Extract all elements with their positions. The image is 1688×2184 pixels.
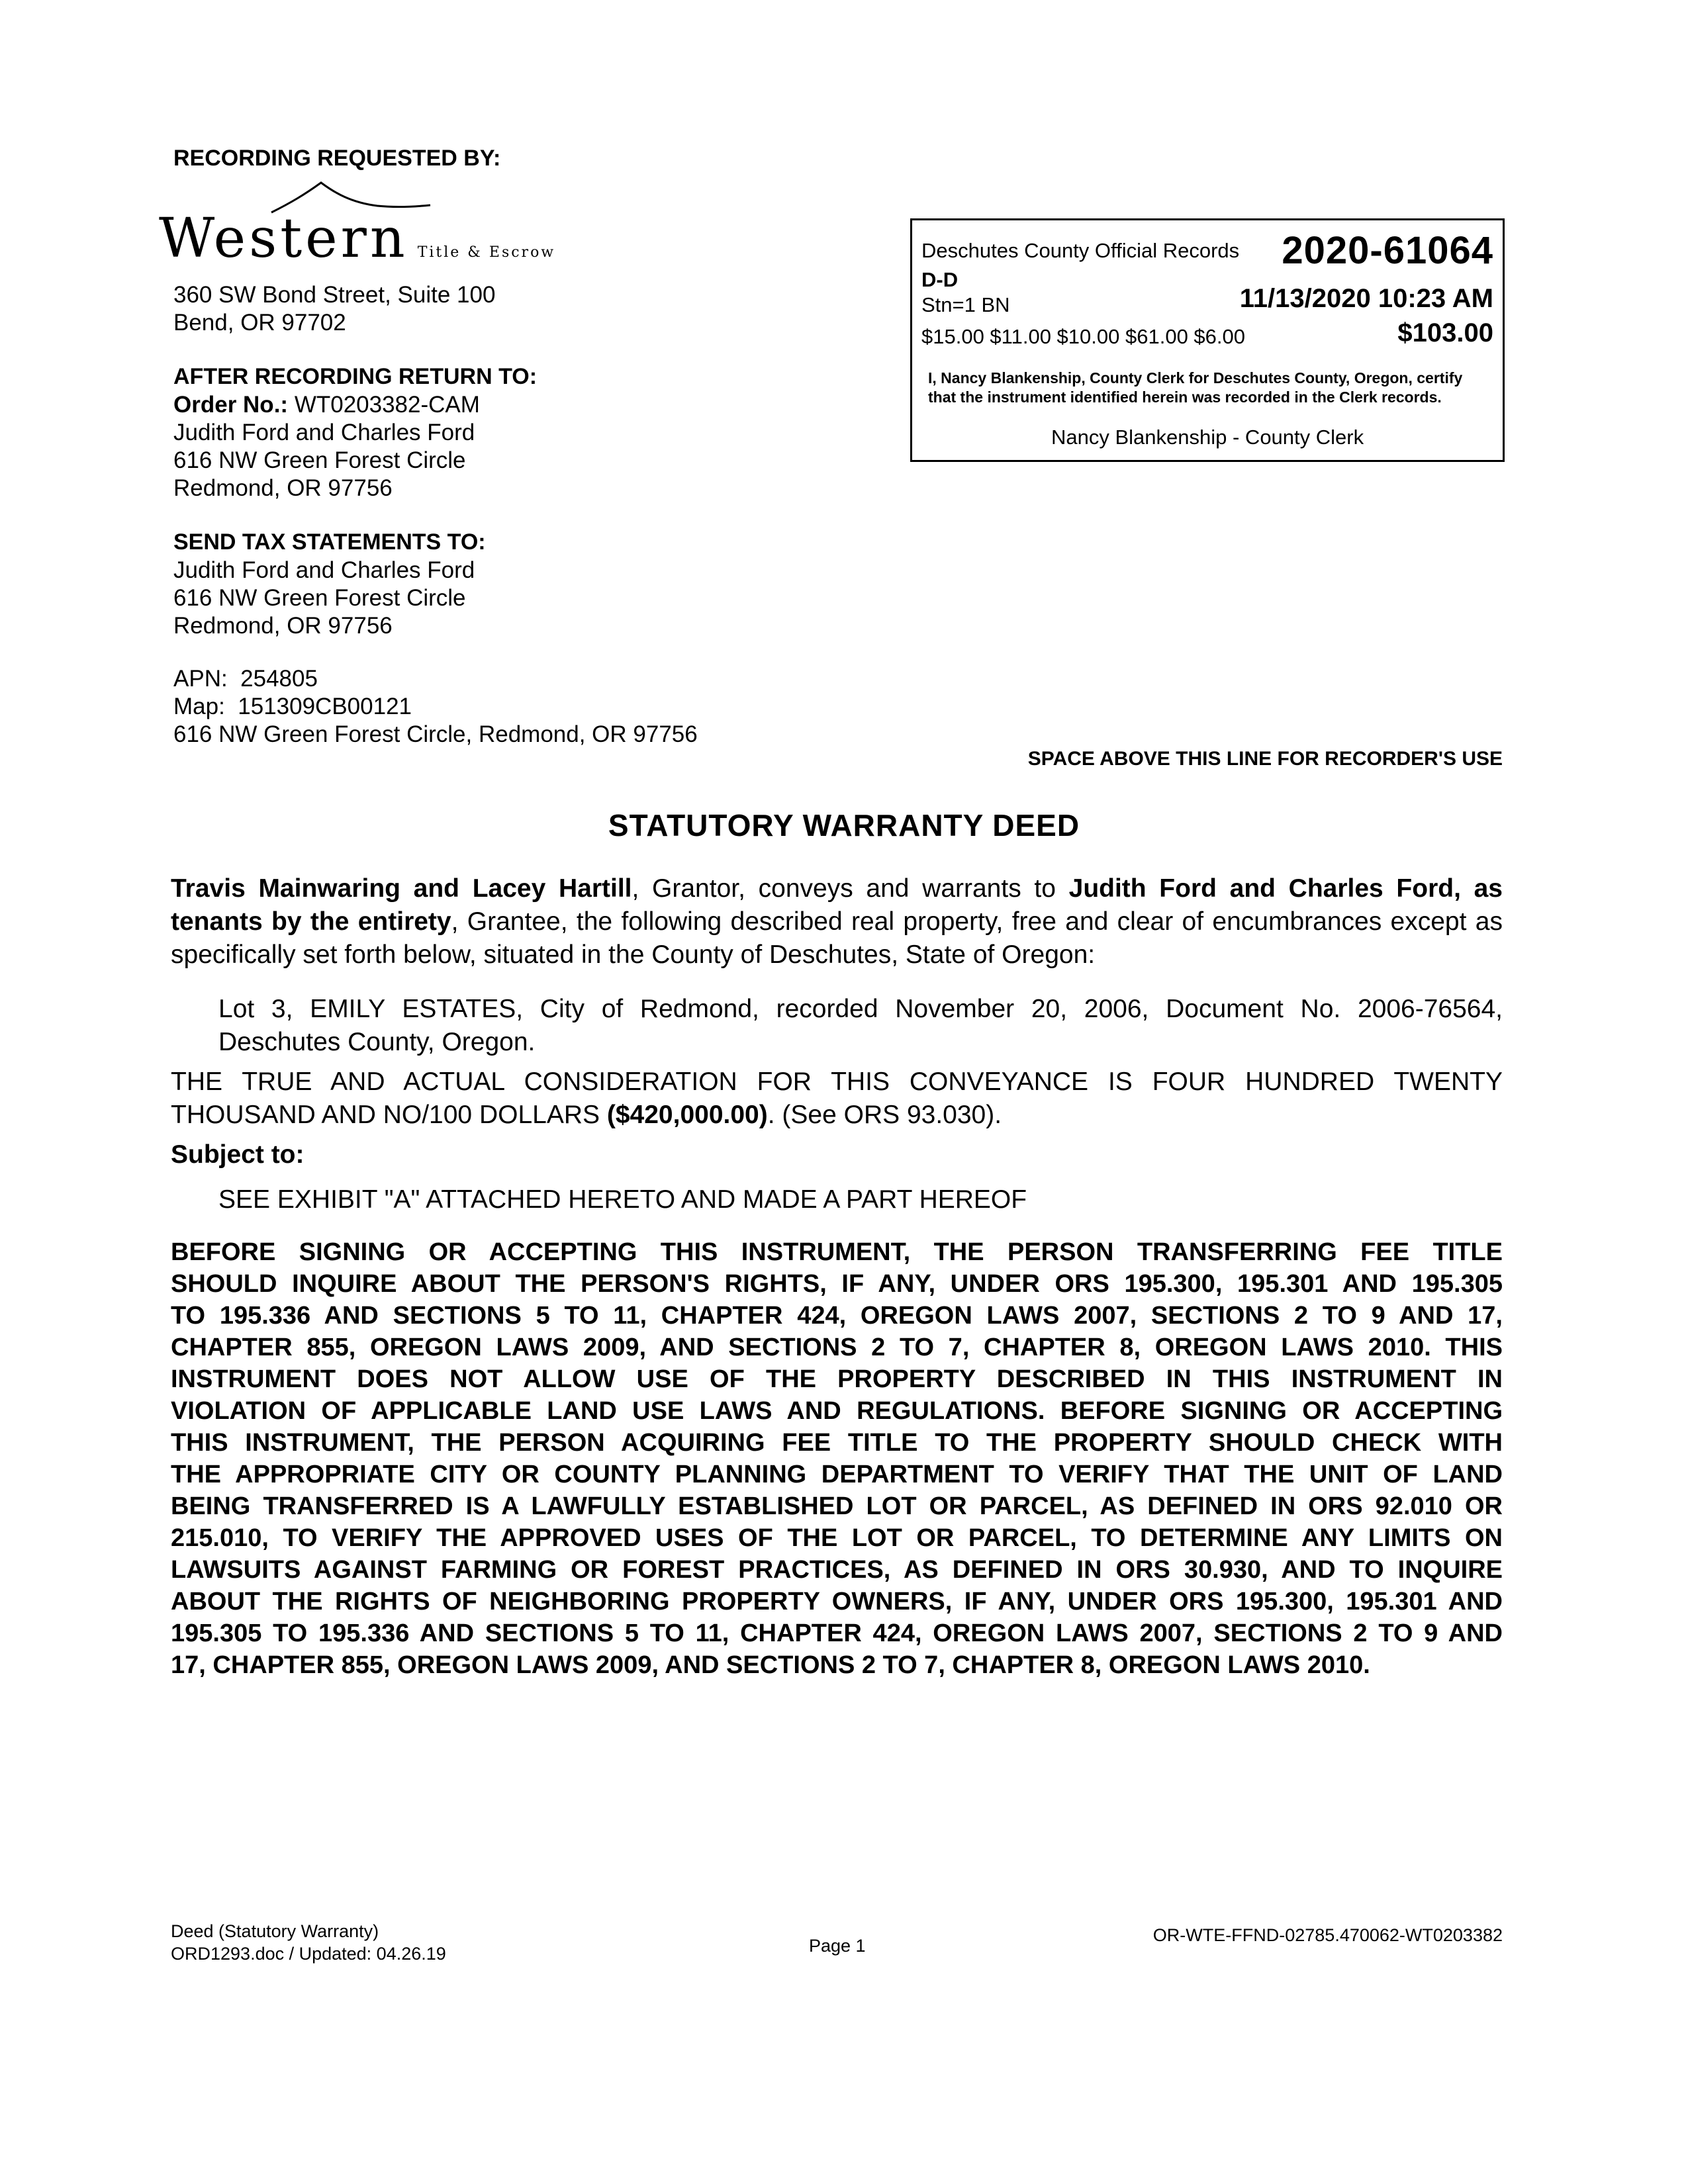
recording-requested-label: RECORDING REQUESTED BY:	[173, 146, 501, 171]
notice-line: THIS INSTRUMENT, THE PERSON ACQUIRING FEE TITLE TO THE PROPERTY SHOULD CHECK WITH	[171, 1429, 1503, 1457]
western-logo	[159, 177, 556, 270]
tax-name: Judith Ford and Charles Ford	[173, 557, 475, 583]
grantee-names: Judith Ford and Charles Ford, as tenants by the entirety	[171, 874, 1503, 936]
document-type: D-D	[921, 268, 959, 291]
order-number-label: Order No.:	[173, 392, 289, 418]
record-number: 2020-61064	[1282, 229, 1493, 272]
notice-line: 215.010, TO VERIFY THE APPROVED USES OF THE LOT OR PARCEL, TO DETERMINE ANY LIMITS ON	[171, 1524, 1503, 1552]
notice-line: CHAPTER 855, OREGON LAWS 2009, AND SECTIONS 2 TO 7, CHAPTER 8, OREGON LAWS 2010. THIS	[171, 1334, 1503, 1361]
tax-city: Redmond, OR 97756	[173, 613, 393, 639]
statutory-notice	[171, 1236, 1503, 1681]
property-address: 616 NW Green Forest Circle, Redmond, OR 97756	[173, 721, 698, 747]
notice-line: SHOULD INQUIRE ABOUT THE PERSON'S RIGHTS, IF ANY, UNDER ORS 195.300, 195.301 AND 195.305	[171, 1270, 1503, 1298]
logo-wordmark: Western	[159, 207, 408, 270]
map-line	[173, 692, 412, 721]
notice-line: VIOLATION OF APPLICABLE LAND USE LAWS AND REGULATIONS. BEFORE SIGNING OR ACCEPTING	[171, 1397, 1503, 1425]
recording-datetime: 11/13/2020 10:23 AM	[1239, 284, 1493, 313]
after-recording-label: AFTER RECORDING RETURN TO:	[173, 364, 538, 389]
subject-to-label: Subject to:	[171, 1140, 305, 1169]
map-value: 151309CB00121	[238, 694, 412, 719]
order-number: WT0203382-CAM	[294, 392, 480, 418]
notice-line: TO 195.336 AND SECTIONS 5 TO 11, CHAPTER 424, OREGON LAWS 2007, SECTIONS 2 TO 9 AND 17,	[171, 1302, 1503, 1330]
apn-value: 254805	[240, 666, 318, 692]
apn-line	[173, 664, 318, 693]
consideration-text-1: THE TRUE AND ACTUAL CONSIDERATION FOR THIS CONVEYANCE IS FOUR HUNDRED TWENTY THOUSAND AND NO/100 DOLLARS	[171, 1068, 1503, 1129]
return-city: Redmond, OR 97756	[173, 475, 393, 501]
legal-description: Lot 3, EMILY ESTATES, City of Redmond, recorded November 20, 2006, Document No. 2006-76564, Deschutes County, Oregon.	[218, 995, 1503, 1056]
notice-line: 17, CHAPTER 855, OREGON LAWS 2009, AND SECTIONS 2 TO 7, CHAPTER 8, OREGON LAWS 2010.	[171, 1651, 1370, 1679]
footer-form-file: ORD1293.doc / Updated: 04.26.19	[171, 1944, 446, 1964]
grant-text-2: , Grantee, the following described real property, free and clear of encumbrances except as specifically set forth below, situated in the County of Deschutes, State of Oregon:	[171, 907, 1503, 969]
logo-tagline: Title & Escrow	[417, 244, 556, 261]
grant-text-1: , Grantor, conveys and warrants to	[632, 874, 1069, 903]
grantor-names: Travis Mainwaring and Lacey Hartill	[171, 874, 632, 903]
official-records-label: Deschutes County Official Records	[921, 239, 1240, 262]
return-street: 616 NW Green Forest Circle	[173, 447, 466, 473]
deed-title: STATUTORY WARRANTY DEED	[608, 808, 1080, 842]
requester-address-line2: Bend, OR 97702	[173, 310, 346, 336]
station-id: Stn=1 BN	[921, 293, 1010, 316]
apn-label: APN:	[173, 666, 228, 692]
return-name: Judith Ford and Charles Ford	[173, 420, 475, 445]
subject-to-text: SEE EXHIBIT "A" ATTACHED HERETO AND MADE A PART HEREOF	[218, 1185, 1027, 1214]
notice-line: BEFORE SIGNING OR ACCEPTING THIS INSTRUMENT, THE PERSON TRANSFERRING FEE TITLE	[171, 1238, 1503, 1266]
clerk-certification: I, Nancy Blankenship, County Clerk for Deschutes County, Oregon, certify that the instrument identified herein was recorded in the Clerk records.	[928, 369, 1463, 406]
notice-line: BEING TRANSFERRED IS A LAWFULLY ESTABLISHED LOT OR PARCEL, AS DEFINED IN ORS 92.010 OR	[171, 1492, 1503, 1520]
notice-line: 195.305 TO 195.336 AND SECTIONS 5 TO 11, CHAPTER 424, OREGON LAWS 2007, SECTIONS 2 TO 9 AND	[171, 1619, 1503, 1647]
footer-form-name: Deed (Statutory Warranty)	[171, 1921, 379, 1941]
notice-line: LAWSUITS AGAINST FARMING OR FOREST PRACTICES, AS DEFINED IN ORS 30.930, AND TO INQUIRE	[171, 1556, 1503, 1584]
notice-line: THE APPROPRIATE CITY OR COUNTY PLANNING DEPARTMENT TO VERIFY THAT THE UNIT OF LAND	[171, 1461, 1503, 1488]
map-label: Map:	[173, 694, 225, 719]
order-number-line	[173, 390, 480, 419]
clerk-signature: Nancy Blankenship - County Clerk	[1051, 426, 1364, 449]
recording-total: $103.00	[1397, 318, 1493, 347]
recorder-space-note: SPACE ABOVE THIS LINE FOR RECORDER'S USE	[1027, 748, 1503, 770]
tax-statements-label: SEND TAX STATEMENTS TO:	[173, 529, 486, 555]
grant-paragraph	[171, 872, 1503, 972]
consideration-text-2: . (See ORS 93.030).	[767, 1101, 1002, 1129]
footer-page-number: Page 1	[809, 1936, 866, 1956]
requester-address-line1: 360 SW Bond Street, Suite 100	[173, 282, 496, 308]
consideration-paragraph	[171, 1066, 1503, 1132]
tax-street: 616 NW Green Forest Circle	[173, 585, 466, 611]
recording-fees: $15.00 $11.00 $10.00 $61.00 $6.00	[921, 325, 1245, 348]
recorder-stamp-box	[910, 218, 1505, 462]
consideration-amount: ($420,000.00)	[606, 1101, 768, 1129]
footer-document-id: OR-WTE-FFND-02785.470062-WT0203382	[1152, 1925, 1503, 1945]
notice-line: INSTRUMENT DOES NOT ALLOW USE OF THE PROPERTY DESCRIBED IN THIS INSTRUMENT IN	[171, 1365, 1503, 1393]
notice-line: ABOUT THE RIGHTS OF NEIGHBORING PROPERTY OWNERS, IF ANY, UNDER ORS 195.300, 195.301 AND	[171, 1588, 1503, 1615]
